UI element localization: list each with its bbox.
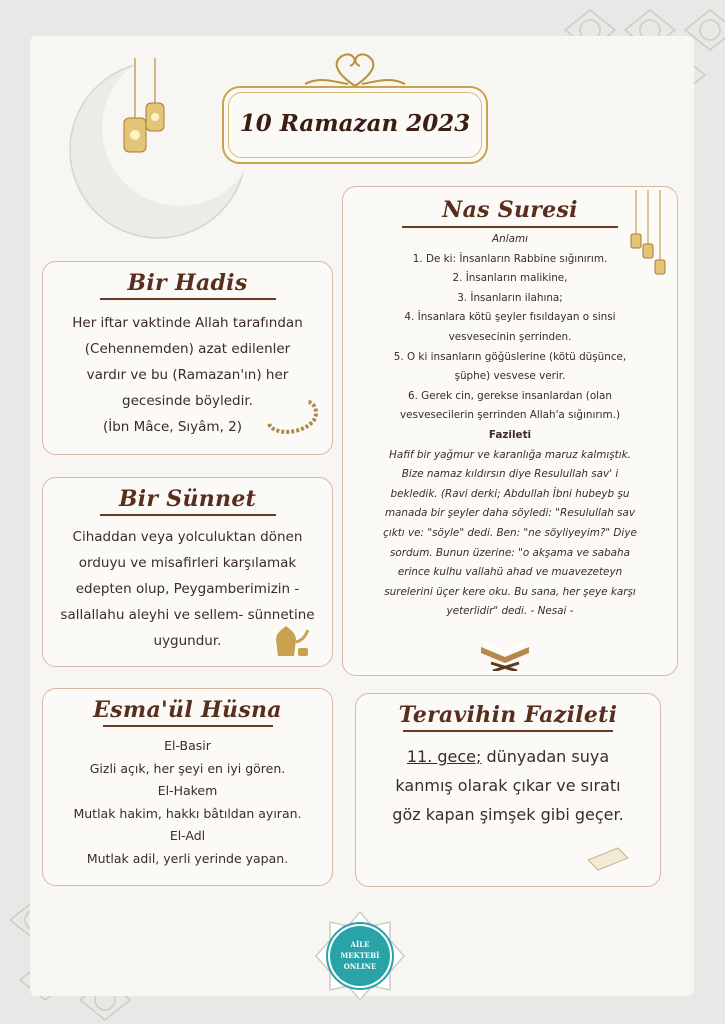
title-flourish-icon	[300, 46, 410, 88]
logo-line-3: ONLINE	[343, 962, 377, 971]
nas-body: Anlamı 1. De ki: İnsanların Rabbine sığınırım. 2. İnsanların malikine, 3. İnsanların ilahına; 4. İnsanlara kötü şeyler fısıldayan o sinsi vesvesecinin şerrinden. 5. O ki insanların göğüslerine (kötü düşünce, şüphe) vesvese verir. 6. Gerek cin, gerekse insanlardan (olan vesvesecilerin şerrinden Allah'a sığınırım.) Fazileti Hafif bir yağmur ve karanlığa maruz kalmıştık. Bize namaz kıldırsın diye Resulullah sav' i bekledik. (Ravi derki; Abdullah İbni hubeyb şu manada bir şeyler daha söyledi: "Resulullah sav çıktı ve: "söyle" dedi. Ben: "ne söyliyeyim?" Diye sordum. Bunun üzerine: "o akşama ve sabaha erince kulhu vallahü ahad ve muavezeteyn surelerini üçer kere oku. Bu sana, her şeye karşı yeterlidir" dedi. - Nesai -	[383, 233, 637, 618]
teravih-title: Teravihin Fazileti	[398, 702, 618, 728]
quran-stand-icon	[477, 637, 533, 671]
esma-card	[42, 688, 333, 886]
sunnet-body: Cihaddan veya yolculuktan dönen orduyu ve misafirleri karşılamak edepten olup, Peygamberimizin - sallallahu aleyhi ve sellem- sünnetine uygundur.	[60, 529, 315, 649]
sunnet-title-underline	[100, 514, 276, 516]
nas-title-underline	[402, 226, 618, 228]
logo-line-1: AİLE	[350, 940, 370, 949]
logo-line-2: MEKTEBİ	[340, 951, 380, 960]
aile-mektebi-logo	[314, 910, 406, 1002]
esma-body: El-Basir Gizli açık, her şeyi en iyi gören. El-Hakem Mutlak hakim, hakkı bâtıldan ayıran. El-Adl Mutlak adil, yerli yerinde yapan.	[73, 738, 302, 866]
nas-card	[342, 186, 678, 676]
esma-title-underline	[103, 725, 273, 727]
prayer-beads-icon	[264, 396, 324, 436]
hadis-card	[42, 261, 333, 455]
hadis-title-underline	[100, 298, 276, 300]
teravih-body: 11. gece; dünyadan suya kanmış olarak çıkar ve sıratı göz kapan şimşek gibi geçer.	[392, 747, 624, 824]
esma-title: Esma'ül Hüsna	[93, 697, 282, 723]
title-plaque	[222, 86, 488, 164]
teravih-card	[355, 693, 661, 887]
hanging-lanterns-icon	[630, 190, 670, 286]
teravih-title-underline	[403, 730, 613, 732]
hadis-title: Bir Hadis	[127, 270, 248, 296]
hadis-body: Her iftar vaktinde Allah tarafından (Cehennemden) azat edilenler vardır ve bu (Ramazan'ın) her gecesinde böyledir. (İbn Mâce, Sıyâm, 2)	[72, 315, 303, 435]
nas-title: Nas Suresi	[442, 197, 578, 223]
page-title: 10 Ramazan 2023	[239, 110, 471, 137]
coffee-pot-icon	[270, 622, 310, 658]
sunnet-title: Bir Sünnet	[118, 486, 257, 512]
sunnet-card	[42, 477, 333, 667]
teravih-lead: 11. gece;	[406, 747, 482, 766]
prayer-rug-icon	[584, 842, 630, 872]
